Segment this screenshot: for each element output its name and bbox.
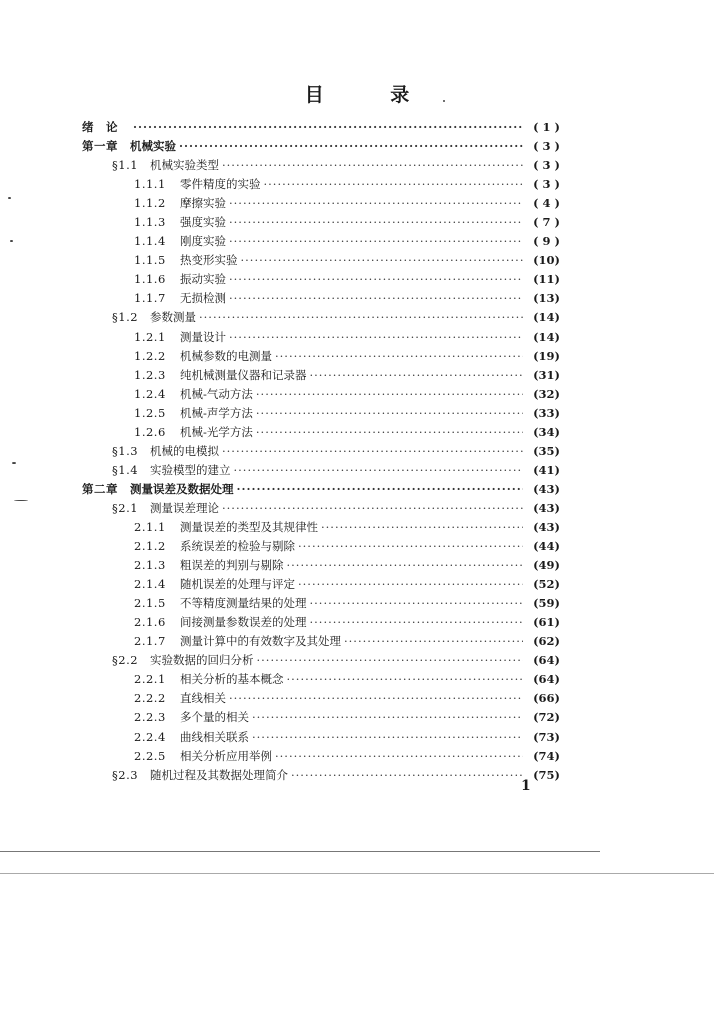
toc-entry-title: 机械-气动方法 xyxy=(180,386,253,401)
toc-entry-title: 随机过程及其数据处理简介 xyxy=(150,767,288,782)
toc-entry-title: 不等精度测量结果的处理 xyxy=(180,596,307,611)
toc-entry xyxy=(82,175,560,194)
toc-entry xyxy=(82,747,560,766)
toc-entry-page: ( 3 ) xyxy=(533,158,560,173)
scan-speck xyxy=(8,197,11,199)
toc-entry-title: 测量误差的类型及其规律性 xyxy=(180,519,318,534)
toc-entry-title: 强度实验 xyxy=(180,215,226,230)
dot-leader xyxy=(257,651,524,670)
dot-leader xyxy=(298,537,523,556)
toc-entry-number: 1.2.5 xyxy=(134,405,166,420)
dot-leader xyxy=(310,366,524,385)
toc-entry-page: (19) xyxy=(533,348,560,363)
toc-entry-number: 1.2.2 xyxy=(134,348,166,363)
toc-entry xyxy=(82,651,560,670)
toc-entry-number: 1.2.3 xyxy=(134,367,166,382)
scan-artifact-line xyxy=(0,851,600,852)
dot-leader xyxy=(229,328,523,347)
toc-entry-title: 刚度实验 xyxy=(180,234,226,249)
toc-entry xyxy=(82,232,560,251)
toc-entry xyxy=(82,385,560,404)
toc-entry-title: 测量误差及数据处理 xyxy=(130,481,234,496)
toc-entry-page: (10) xyxy=(533,253,560,268)
toc-entry xyxy=(82,766,560,785)
dot-leader xyxy=(298,575,523,594)
dot-leader xyxy=(229,289,523,308)
toc-entry-title: 摩擦实验 xyxy=(180,196,226,211)
dot-leader xyxy=(310,594,524,613)
dot-leader xyxy=(256,423,523,442)
toc-entry-title: 测量设计 xyxy=(180,329,226,344)
toc-entry-title: 系统误差的检验与剔除 xyxy=(180,539,295,554)
dot-leader xyxy=(256,404,523,423)
scan-speck xyxy=(12,462,16,464)
toc-entry xyxy=(82,480,560,499)
toc-entry xyxy=(82,556,560,575)
toc-entry-page: ( 4 ) xyxy=(533,196,560,211)
toc-entry-title: 多个量的相关 xyxy=(180,710,249,725)
toc-entry xyxy=(82,404,560,423)
toc-entry-number: 1.1.5 xyxy=(134,253,166,268)
toc-entry-number: 2.1.1 xyxy=(134,519,166,534)
toc-entry xyxy=(82,728,560,747)
toc-entry-number: §2.2 xyxy=(112,653,139,668)
toc-entry-number: 第一章 xyxy=(82,139,118,154)
toc-entry-number: §2.3 xyxy=(112,767,139,782)
toc-entry xyxy=(82,270,560,289)
toc-entry-number: §1.3 xyxy=(112,443,139,458)
toc-entry-title: 实验模型的建立 xyxy=(150,462,231,477)
toc-entry-title: 无损检测 xyxy=(180,291,226,306)
dot-leader xyxy=(229,232,523,251)
dot-leader xyxy=(310,613,524,632)
dot-leader xyxy=(252,708,523,727)
toc-entry xyxy=(82,213,560,232)
toc-entry-page: (73) xyxy=(533,729,560,744)
toc-entry-number: 1.1.1 xyxy=(134,177,166,192)
dot-leader xyxy=(241,251,524,270)
toc-entry-title: 直线相关 xyxy=(180,691,226,706)
toc-entry-page: (74) xyxy=(533,748,560,763)
toc-entry-number: 绪 论 xyxy=(82,120,118,134)
toc-entry-page: (43) xyxy=(533,519,560,534)
toc-entry-number: 1.1.3 xyxy=(134,215,166,230)
toc-entry xyxy=(82,708,560,727)
toc-entry-title: 机械-声学方法 xyxy=(180,405,253,420)
toc-entry xyxy=(82,689,560,708)
toc-entry-title: 热变形实验 xyxy=(180,253,238,268)
toc-entry-number: 2.1.2 xyxy=(134,539,166,554)
toc-entry xyxy=(82,594,560,613)
toc-entry-title: 机械的电模拟 xyxy=(150,443,219,458)
toc-entry-number: 2.2.2 xyxy=(134,691,166,706)
dot-leader xyxy=(222,442,523,461)
toc-entry-title: 纯机械测量仪器和记录器 xyxy=(180,367,307,382)
toc-entry-page: (41) xyxy=(533,462,560,477)
dot-leader xyxy=(179,137,523,156)
toc-entry-number: §1.4 xyxy=(112,462,139,477)
toc-entry xyxy=(82,670,560,689)
toc-entry-title: 实验数据的回归分析 xyxy=(150,653,254,668)
dot-leader xyxy=(287,670,524,689)
toc-entry-title: 随机误差的处理与评定 xyxy=(180,577,295,592)
toc-entry-page: (33) xyxy=(533,405,560,420)
toc-entry xyxy=(82,613,560,632)
toc-entry-number: 2.2.1 xyxy=(134,672,166,687)
toc-entry-page: (43) xyxy=(533,500,560,515)
toc-entry-page: (34) xyxy=(533,424,560,439)
toc-entry-title: 粗误差的判别与剔除 xyxy=(180,558,284,573)
toc-entry-number: 2.2.3 xyxy=(134,710,166,725)
toc-entry-page: ( 7 ) xyxy=(533,215,560,230)
dot-leader xyxy=(287,556,524,575)
dot-leader xyxy=(291,766,523,785)
page-number: 1 xyxy=(521,778,531,794)
toc-entry-page: (75) xyxy=(533,767,560,782)
scan-speck xyxy=(14,500,28,501)
toc-entry xyxy=(82,366,560,385)
toc-entry-title: 曲线相关联系 xyxy=(180,729,249,744)
toc-entry-number: §1.2 xyxy=(112,310,139,325)
toc-entry-number: 2.2.5 xyxy=(134,748,166,763)
dot-leader xyxy=(199,308,523,327)
toc-entry-number: 1.2.6 xyxy=(134,424,166,439)
toc-entry-page: (44) xyxy=(533,539,560,554)
toc-entry-page: (61) xyxy=(533,615,560,630)
dot-leader xyxy=(133,118,523,137)
toc-entry-title: 机械-光学方法 xyxy=(180,424,253,439)
toc-entry-number: 2.2.4 xyxy=(134,729,166,744)
scan-speck xyxy=(443,100,445,102)
scan-speck xyxy=(10,240,13,242)
toc-entry-page: ( 3 ) xyxy=(533,139,560,154)
toc-entry-page: (31) xyxy=(533,367,560,382)
toc-entry xyxy=(82,347,560,366)
dot-leader xyxy=(275,747,523,766)
toc-entry xyxy=(82,137,560,156)
toc-entry-title: 振动实验 xyxy=(180,272,226,287)
toc-entry-page: (62) xyxy=(533,634,560,649)
toc-entry xyxy=(82,632,560,651)
toc-entry-page: (59) xyxy=(533,596,560,611)
toc-entry-title: 间接测量参数误差的处理 xyxy=(180,615,307,630)
toc-entry-page: (66) xyxy=(533,691,560,706)
table-of-contents xyxy=(82,118,560,785)
toc-entry xyxy=(82,518,560,537)
toc-entry-title: 测量误差理论 xyxy=(150,500,219,515)
toc-entry-page: (64) xyxy=(533,653,560,668)
page-title: 目 录 xyxy=(304,84,440,106)
toc-entry-page: (49) xyxy=(533,558,560,573)
toc-entry xyxy=(82,194,560,213)
toc-entry-title: 零件精度的实验 xyxy=(180,177,261,192)
dot-leader xyxy=(264,175,524,194)
dot-leader xyxy=(256,385,523,404)
toc-entry-title: 机械参数的电测量 xyxy=(180,348,272,363)
toc-entry-number: 1.2.4 xyxy=(134,386,166,401)
dot-leader xyxy=(275,347,523,366)
toc-entry xyxy=(82,442,560,461)
toc-entry-number: 2.1.5 xyxy=(134,596,166,611)
toc-entry xyxy=(82,251,560,270)
toc-entry-number: 2.1.4 xyxy=(134,577,166,592)
toc-entry xyxy=(82,328,560,347)
scan-artifact-line xyxy=(0,873,714,874)
toc-entry-title: 相关分析应用举例 xyxy=(180,748,272,763)
dot-leader xyxy=(229,689,523,708)
dot-leader xyxy=(222,499,523,518)
toc-entry-page: ( 1 ) xyxy=(533,120,560,134)
toc-entry-title: 参数测量 xyxy=(150,310,196,325)
toc-entry-page: (64) xyxy=(533,672,560,687)
toc-entry-page: ( 9 ) xyxy=(533,234,560,249)
toc-entry-title: 机械实验类型 xyxy=(150,158,219,173)
toc-entry xyxy=(82,499,560,518)
toc-entry xyxy=(82,575,560,594)
toc-entry xyxy=(82,423,560,442)
toc-entry-number: 1.1.2 xyxy=(134,196,166,211)
dot-leader xyxy=(222,156,523,175)
toc-entry-page: (14) xyxy=(533,310,560,325)
toc-entry-title: 测量计算中的有效数字及其处理 xyxy=(180,634,341,649)
toc-entry-page: (43) xyxy=(533,481,560,496)
dot-leader xyxy=(237,480,524,499)
dot-leader xyxy=(252,728,523,747)
toc-entry xyxy=(82,461,560,480)
toc-entry xyxy=(82,308,560,327)
dot-leader xyxy=(321,518,523,537)
toc-entry-title: 相关分析的基本概念 xyxy=(180,672,284,687)
toc-entry-number: §1.1 xyxy=(112,158,139,173)
toc-entry-number: 1.1.4 xyxy=(134,234,166,249)
toc-entry-page: (13) xyxy=(533,291,560,306)
toc-entry-page: (11) xyxy=(533,272,560,287)
toc-entry-page: (52) xyxy=(533,577,560,592)
toc-entry-number: 1.1.7 xyxy=(134,291,166,306)
toc-entry-number: 2.1.3 xyxy=(134,558,166,573)
toc-entry-number: 2.1.7 xyxy=(134,634,166,649)
toc-entry-page: ( 3 ) xyxy=(533,177,560,192)
toc-entry-page: (32) xyxy=(533,386,560,401)
dot-leader xyxy=(229,270,523,289)
toc-entry-page: (35) xyxy=(533,443,560,458)
toc-entry-number: 1.1.6 xyxy=(134,272,166,287)
toc-entry-title: 机械实验 xyxy=(130,139,176,154)
toc-entry xyxy=(82,118,560,137)
toc-entry xyxy=(82,537,560,556)
dot-leader xyxy=(229,194,523,213)
toc-entry-number: 1.2.1 xyxy=(134,329,166,344)
toc-entry xyxy=(82,289,560,308)
dot-leader xyxy=(229,213,523,232)
toc-entry-number: §2.1 xyxy=(112,500,139,515)
toc-entry-number: 第二章 xyxy=(82,481,118,496)
dot-leader xyxy=(234,461,524,480)
toc-entry-page: (14) xyxy=(533,329,560,344)
toc-entry-number: 2.1.6 xyxy=(134,615,166,630)
toc-entry xyxy=(82,156,560,175)
dot-leader xyxy=(344,632,523,651)
toc-entry-page: (72) xyxy=(533,710,560,725)
